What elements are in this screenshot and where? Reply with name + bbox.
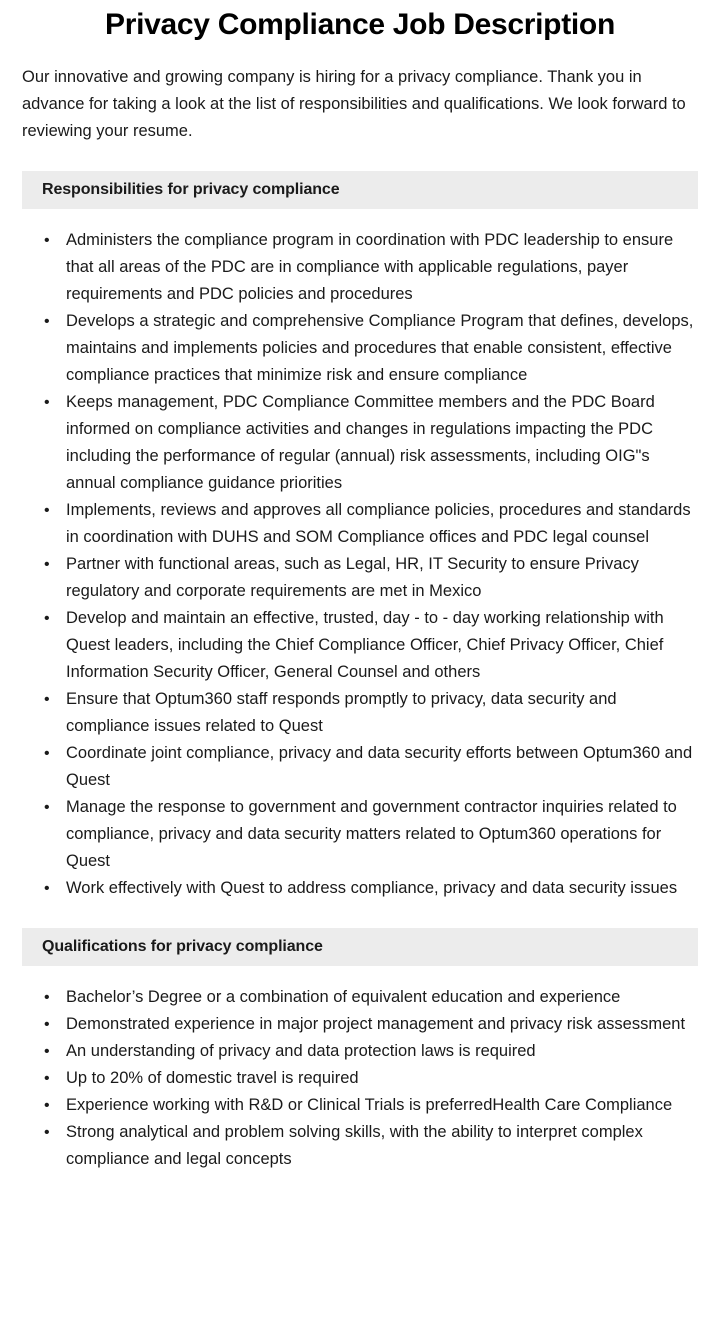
list-item: • Bachelor’s Degree or a combination of equivalent education and experience xyxy=(44,984,698,1011)
bottom-spacer xyxy=(0,1173,720,1209)
list-item: • Partner with functional areas, such as Legal, HR, IT Security to ensure Privacy regulatory and corporate requirements are met in Mexico xyxy=(44,551,698,605)
section-heading-label: Qualifications for privacy compliance xyxy=(42,938,323,955)
list-item: • Administers the compliance program in coordination with PDC leadership to ensure that all areas of the PDC are in compliance with applicable regulations, payer requirements and PDC policies and procedures xyxy=(44,227,698,308)
qualifications-list xyxy=(0,966,720,1173)
list-item: • Experience working with R&D or Clinical Trials is preferredHealth Care Compliance xyxy=(44,1092,698,1119)
list-item: • Develops a strategic and comprehensive Compliance Program that defines, develops, maintains and implements policies and procedures that enable consistent, effective compliance practices that minimize risk and ensure compliance xyxy=(44,308,698,389)
list-item: • Demonstrated experience in major project management and privacy risk assessment xyxy=(44,1011,698,1038)
page-title: Privacy Compliance Job Description xyxy=(105,8,615,41)
list-item: • Work effectively with Quest to address compliance, privacy and data security issues xyxy=(44,875,698,902)
section-header-qualifications xyxy=(22,928,698,966)
list-item: • Implements, reviews and approves all compliance policies, procedures and standards in coordination with DUHS and SOM Compliance offices and PDC legal counsel xyxy=(44,497,698,551)
list-item: • Ensure that Optum360 staff responds promptly to privacy, data security and compliance issues related to Quest xyxy=(44,686,698,740)
list-item: • An understanding of privacy and data protection laws is required xyxy=(44,1038,698,1065)
section-responsibilities xyxy=(0,171,720,902)
list-item: • Develop and maintain an effective, trusted, day - to - day working relationship with Quest leaders, including the Chief Compliance Officer, Chief Privacy Officer, Chief Information Security Officer, General Counsel and others xyxy=(44,605,698,686)
list-item: • Manage the response to government and government contractor inquiries related to compliance, privacy and data security matters related to Optum360 operations for Quest xyxy=(44,794,698,875)
list-item: • Keeps management, PDC Compliance Committee members and the PDC Board informed on compliance activities and changes in regulations impacting the PDC including the performance of regular (annual) risk assessments, including OIG"s annual compliance guidance priorities xyxy=(44,389,698,497)
intro-paragraph: Our innovative and growing company is hiring for a privacy compliance. Thank you in advance for taking a look at the list of responsibilities and qualifications. We look forward to reviewing your resume. xyxy=(22,68,686,140)
section-qualifications xyxy=(0,928,720,1173)
responsibilities-list xyxy=(0,209,720,902)
list-item: • Strong analytical and problem solving skills, with the ability to interpret complex compliance and legal concepts xyxy=(44,1119,698,1173)
list-item: • Up to 20% of domestic travel is required xyxy=(44,1065,698,1092)
section-header-responsibilities xyxy=(22,171,698,209)
section-heading-label: Responsibilities for privacy compliance xyxy=(42,181,340,198)
list-item: • Coordinate joint compliance, privacy and data security efforts between Optum360 and Quest xyxy=(44,740,698,794)
